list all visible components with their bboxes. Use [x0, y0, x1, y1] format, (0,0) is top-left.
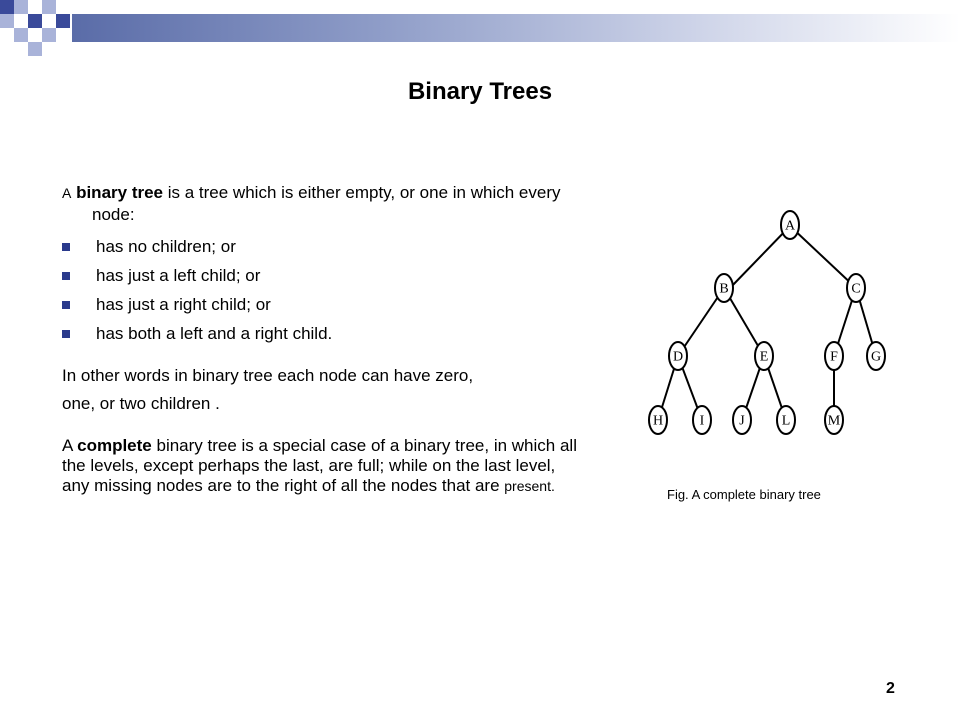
tree-node-label: A [784, 218, 796, 234]
list-item-text: has no children; or [96, 237, 236, 256]
header-gradient-bar [72, 14, 960, 42]
list-item [62, 323, 582, 352]
tree-edge [790, 226, 856, 288]
complete-text-end: present. [504, 478, 555, 494]
bullet-square-icon [62, 272, 70, 280]
header-square [0, 0, 14, 14]
complete-text-start: A [62, 436, 78, 455]
tree-node-label: G [870, 349, 882, 365]
binary-tree-diagram [638, 198, 898, 448]
list-item-text: has just a right child; or [96, 295, 271, 314]
header-square [28, 42, 42, 56]
slide-title: Binary Trees [407, 78, 553, 105]
complete-text: binary tree is a special case of a binary tree, in which all the levels, except perhaps the last, are full; while on the last level, any missing nodes are to the right of all the nodes that are [62, 436, 577, 495]
bullet-square-icon [62, 330, 70, 338]
intro-article: A [62, 185, 72, 201]
tree-node-label: M [827, 413, 841, 429]
figure-caption: Fig. A complete binary tree [667, 487, 821, 502]
tree-node-label: F [830, 349, 838, 365]
header-square [42, 28, 56, 42]
page-number: 2 [886, 680, 895, 697]
header-square [28, 0, 42, 14]
intro-term: binary tree [76, 183, 164, 202]
header-square [28, 14, 42, 28]
list-item-text: has just a left child; or [96, 266, 261, 285]
header-square [14, 28, 28, 42]
header-square [14, 14, 28, 28]
bullet-square-icon [62, 301, 70, 309]
list-item [62, 236, 582, 265]
header-square [14, 0, 28, 14]
list-item-text: has both a left and a right child. [96, 324, 333, 343]
tree-node-label: B [719, 281, 729, 297]
other-words-line-2: one, or two children . [62, 394, 220, 413]
tree-node-label: E [759, 349, 769, 365]
bullet-list [62, 236, 582, 352]
header-square [56, 14, 70, 28]
intro-paragraph [62, 182, 582, 226]
binary-tree-figure [638, 198, 898, 448]
tree-node-label: J [739, 413, 745, 429]
header-square [42, 0, 56, 14]
tree-node-label: H [652, 413, 664, 429]
slide-content [62, 182, 582, 496]
other-words-line-1: In other words in binary tree each node can have zero, [62, 366, 474, 385]
tree-node-label: C [851, 281, 861, 297]
tree-node-label: L [781, 413, 791, 429]
tree-node-label: I [699, 413, 705, 429]
complete-term: complete [77, 436, 152, 455]
other-words-paragraph [62, 362, 582, 418]
list-item [62, 265, 582, 294]
tree-node-label: D [672, 349, 684, 365]
bullet-square-icon [62, 243, 70, 251]
tree-edges [658, 226, 876, 420]
list-item [62, 294, 582, 323]
intro-text: is a tree which is either empty, or one in which every node: [92, 183, 561, 224]
header-square [0, 14, 14, 28]
tree-edge [730, 226, 790, 288]
complete-tree-paragraph [62, 436, 582, 496]
